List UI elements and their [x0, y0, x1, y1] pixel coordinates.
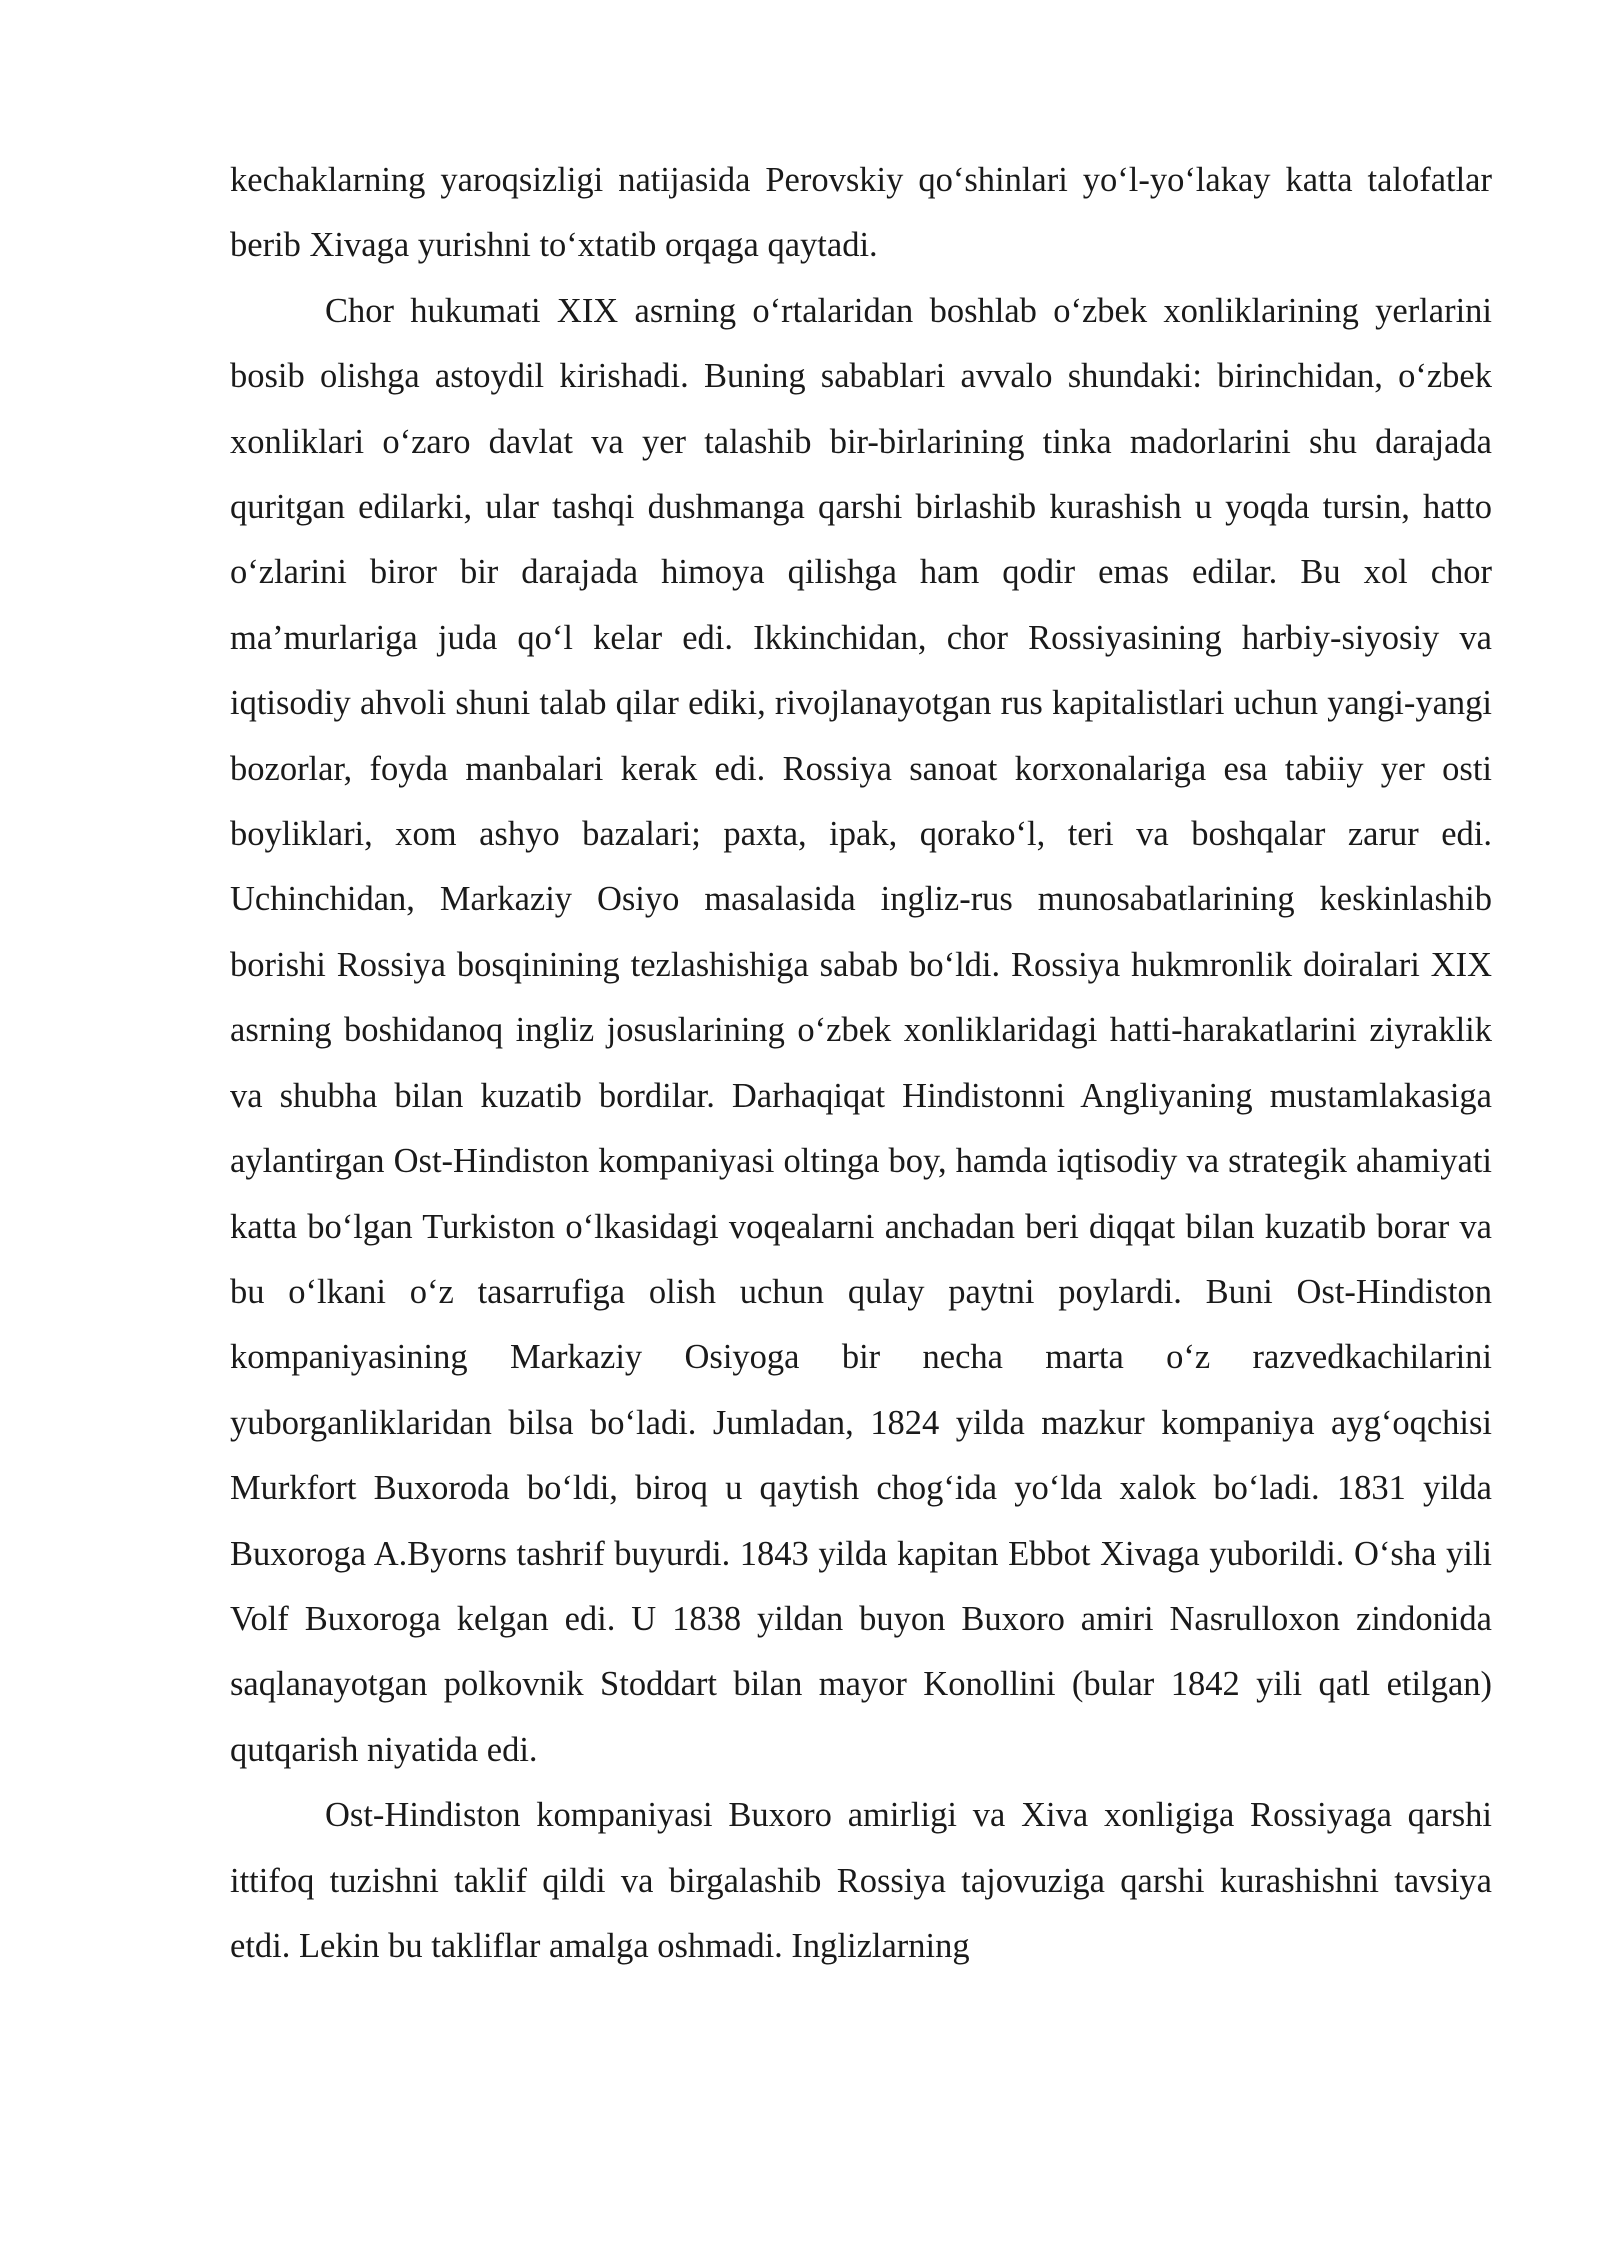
paragraph-reasons: Chor hukumati XIX asrning o‘rtalaridan boshlab o‘zbek xonliklarining yerlarini bosib olishga astoydil kirishadi. Buning sabablari avvalo shundaki: birinchidan, o‘zbek xonliklari o‘zaro davlat va yer talashib bir-birlarining tinka madorlarini shu darajada quritgan edilarki, ular tashqi dushmanga qarshi birlashib kurashish u yoqda tursin, hatto o‘zlarini biror bir darajada himoya qilishga ham qodir emas edilar. Bu xol chor ma’murlariga juda qo‘l kelar edi. Ikkinchidan, chor Rossiyasining harbiy-siyosiy va iqtisodiy ahvoli shuni talab qilar ediki, rivojlanayotgan rus kapitalistlari uchun yangi-yangi bozorlar, foyda manbalari kerak edi. Rossiya sanoat korxonalariga esa tabiiy yer osti boyliklari, xom ashyo bazalari; paxta, ipak, qorako‘l, teri va boshqalar zarur edi. Uchinchidan, Markaziy Osiyo masalasida ingliz-rus munosabatlarining keskinlashib borishi Rossiya bosqinining tezlashishiga sabab bo‘ldi. Rossiya hukmronlik doiralari XIX asrning boshidanoq ingliz josuslarining o‘zbek xonliklaridagi hatti-harakatlarini ziyraklik va shubha bilan kuzatib bordilar. Darhaqiqat Hindistonni Angliyaning mustamlakasiga aylantirgan Ost-Hindiston kompaniyasi oltinga boy, hamda iqtisodiy va strategik ahamiyati katta bo‘lgan Turkiston o‘lkasidagi voqealarni anchadan beri diqqat bilan kuzatib borar va bu o‘lkani o‘z tasarrufiga olish uchun qulay paytni poylardi. Buni Ost-Hindiston kompaniyasining Markaziy Osiyoga bir necha marta o‘z razvedkachilarini yuborganliklaridan bilsa bo‘ladi. Jumladan, 1824 yilda mazkur kompaniya ayg‘oqchisi Murkfort Buxoroda bo‘ldi, biroq u qaytish chog‘ida yo‘lda xalok bo‘ladi. 1831 yilda Buxoroga A.Byorns tashrif buyurdi. 1843 yilda kapitan Ebbot Xivaga yuborildi. O‘sha yili Volf Buxoroga kelgan edi. U 1838 yildan buyon Buxoro amiri Nasrulloxon zindonida saqlanayotgan polkovnik Stoddart bilan mayor Konollini (bular 1842 yili qatl etilgan) qutqarish niyatida edi. [230, 291, 1492, 1769]
paragraph-continuation: kechaklarning yaroqsizligi natijasida Perovskiy qo‘shinlari yo‘l-yo‘lakay katta talofatlar berib Xivaga yurishni to‘xtatib orqaga qaytadi. [230, 161, 1492, 265]
document-body [230, 148, 1492, 1979]
paragraph-east-india-company: Ost-Hindiston kompaniyasi Buxoro amirligi va Xiva xonligiga Rossiyaga qarshi ittifoq tuzishni taklif qildi va birgalashib Rossiya tajovuziga qarshi kurashishni tavsiya etdi. Lekin bu takliflar amalga oshmadi. Inglizlarning [230, 1796, 1492, 1965]
